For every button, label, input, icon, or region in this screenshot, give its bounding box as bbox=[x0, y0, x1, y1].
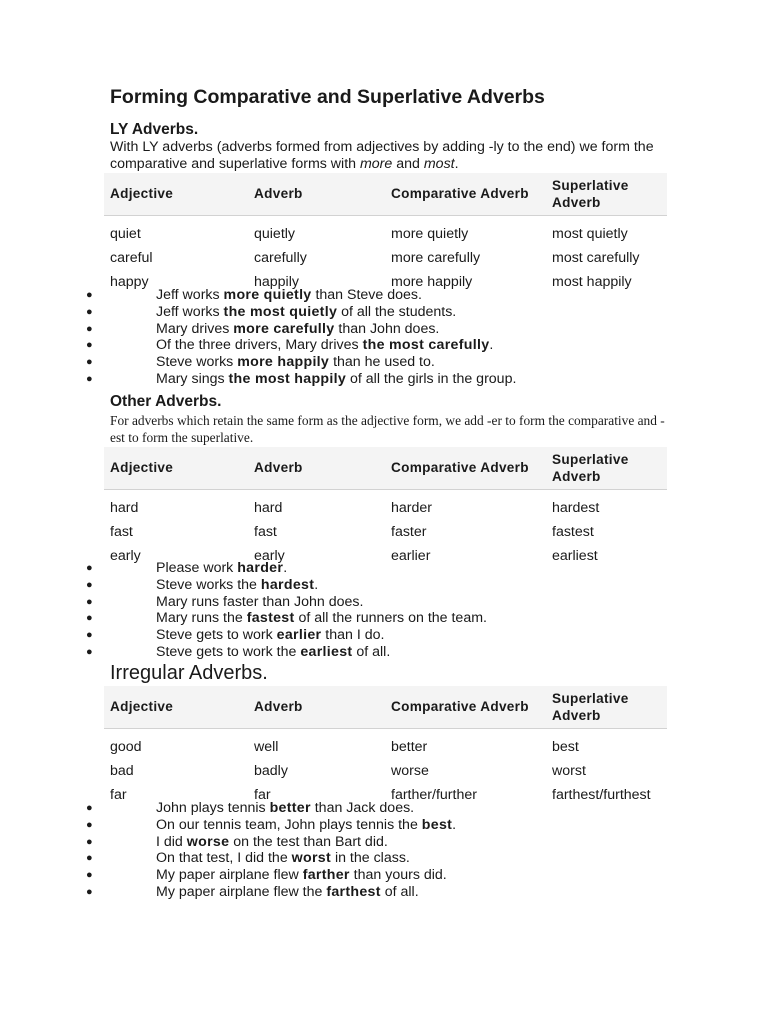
table-cell: happy bbox=[110, 273, 149, 290]
table-row bbox=[104, 759, 667, 783]
column-header: Adjective bbox=[104, 447, 248, 489]
text-run: of all the students. bbox=[337, 303, 457, 320]
list-item bbox=[0, 627, 487, 644]
text-run: I did bbox=[156, 833, 187, 850]
table-cell: carefully bbox=[254, 249, 307, 266]
bold-text: earliest bbox=[300, 643, 353, 660]
bold-text: best bbox=[421, 816, 453, 833]
column-header: Adjective bbox=[104, 686, 248, 728]
table-cell: farthest/furthest bbox=[552, 786, 651, 803]
text-run: than yours did. bbox=[349, 867, 447, 884]
bullet-icon: ● bbox=[86, 356, 93, 369]
table-cell: earlier bbox=[391, 547, 431, 564]
section-heading-other-adverbs: Other Adverbs. bbox=[110, 393, 222, 410]
table-cell: faster bbox=[391, 523, 427, 540]
table-cell: fastest bbox=[552, 523, 594, 540]
irregular-adverbs-table bbox=[104, 686, 667, 807]
table-cell: well bbox=[254, 738, 279, 755]
table-cell: hard bbox=[254, 499, 283, 516]
bold-text: the most carefully bbox=[362, 337, 490, 354]
column-header: Comparative Adverb bbox=[385, 173, 546, 215]
list-item bbox=[0, 884, 456, 901]
table-cell: harder bbox=[391, 499, 433, 516]
bullet-icon: ● bbox=[86, 339, 93, 352]
table-cell: quietly bbox=[254, 225, 296, 242]
bold-text: harder bbox=[237, 560, 284, 576]
bullet-icon: ● bbox=[86, 629, 93, 642]
list-item bbox=[0, 354, 516, 371]
list-item bbox=[0, 560, 487, 577]
table-cell: early bbox=[254, 547, 285, 564]
table-row bbox=[104, 520, 667, 544]
table-cell: more quietly bbox=[391, 225, 469, 242]
table-cell: badly bbox=[254, 762, 288, 779]
text-run: For adverbs which retain the same form as the adjective form, we add -er to form the comparative and -est to form the superlative. bbox=[110, 413, 665, 445]
table-cell: more happily bbox=[391, 273, 473, 290]
table-cell: early bbox=[110, 547, 141, 564]
text-run: Of the three drivers, Mary drives bbox=[156, 337, 363, 354]
table-header-row bbox=[104, 686, 667, 728]
bold-text: hardest bbox=[260, 576, 315, 593]
table-cell: most carefully bbox=[552, 249, 640, 266]
list-item bbox=[0, 321, 516, 338]
text-run: . bbox=[454, 156, 459, 172]
text-run: of all the runners on the team. bbox=[294, 610, 487, 627]
text-run: On our tennis team, John plays tennis the bbox=[156, 816, 422, 833]
list-item bbox=[0, 800, 456, 817]
table-cell: bad bbox=[110, 762, 134, 779]
column-header: Adjective bbox=[104, 173, 248, 215]
text-run: than I do. bbox=[321, 627, 385, 644]
list-item bbox=[0, 304, 516, 321]
table-cell: most quietly bbox=[552, 225, 628, 242]
column-header: Adverb bbox=[248, 686, 385, 728]
table-row bbox=[104, 215, 667, 246]
text-run: . bbox=[489, 337, 494, 354]
list-item bbox=[0, 371, 516, 388]
column-header: Superlative Adverb bbox=[546, 447, 667, 489]
table-cell: careful bbox=[110, 249, 153, 266]
table-cell: most happily bbox=[552, 273, 632, 290]
text-run: Mary runs faster than John does. bbox=[156, 593, 364, 610]
text-run: Steve gets to work bbox=[156, 627, 277, 644]
text-run: Mary drives bbox=[156, 320, 234, 337]
text-run: . bbox=[283, 560, 288, 576]
bold-text: earlier bbox=[276, 627, 322, 644]
text-run: My paper airplane flew the bbox=[156, 883, 327, 900]
section-heading-ly-adverbs: LY Adverbs. bbox=[110, 121, 199, 138]
text-run: On that test, I did the bbox=[156, 850, 292, 867]
bold-text: more happily bbox=[237, 354, 330, 371]
bullet-icon: ● bbox=[86, 885, 93, 898]
ly-adverbs-table bbox=[104, 173, 667, 294]
bold-text: the most quietly bbox=[223, 303, 338, 320]
table-cell: worse bbox=[391, 762, 429, 779]
other-adverbs-table bbox=[104, 447, 667, 568]
list-item bbox=[0, 337, 516, 354]
bold-text: fastest bbox=[246, 610, 295, 627]
table-header-row bbox=[104, 447, 667, 489]
bullet-icon: ● bbox=[86, 612, 93, 625]
text-run: than Jack does. bbox=[310, 800, 415, 816]
ly-adverbs-examples bbox=[0, 287, 516, 388]
text-run: Mary runs the bbox=[156, 610, 247, 627]
bold-text: more carefully bbox=[233, 320, 335, 337]
text-run: of all. bbox=[352, 643, 391, 660]
page-title: Forming Comparative and Superlative Adverbs bbox=[110, 86, 545, 108]
column-header: Superlative Adverb bbox=[546, 686, 667, 728]
table-cell: quiet bbox=[110, 225, 141, 242]
bullet-icon: ● bbox=[86, 835, 93, 848]
text-run: in the class. bbox=[331, 850, 410, 867]
list-item bbox=[0, 850, 456, 867]
list-item bbox=[0, 834, 456, 851]
column-header: Comparative Adverb bbox=[385, 447, 546, 489]
table-cell: worst bbox=[552, 762, 586, 779]
irregular-adverbs-examples bbox=[0, 800, 456, 901]
table-cell: far bbox=[110, 786, 127, 803]
bullet-icon: ● bbox=[86, 595, 93, 608]
bold-text: the most happily bbox=[228, 370, 347, 387]
text-run: . bbox=[452, 816, 457, 833]
column-header: Adverb bbox=[248, 447, 385, 489]
text-run: than John does. bbox=[334, 320, 440, 337]
bold-text: more quietly bbox=[223, 287, 312, 303]
bullet-icon: ● bbox=[86, 645, 93, 658]
text-run: than he used to. bbox=[329, 354, 435, 371]
table-cell: hard bbox=[110, 499, 139, 516]
table-cell: farther/further bbox=[391, 786, 477, 803]
bullet-icon: ● bbox=[86, 578, 93, 591]
bullet-icon: ● bbox=[86, 852, 93, 865]
table-cell: best bbox=[552, 738, 579, 755]
text-run: Jeff works bbox=[156, 303, 224, 320]
list-item bbox=[0, 817, 456, 834]
text-run: My paper airplane flew bbox=[156, 867, 303, 884]
text-run: With LY adverbs (adverbs formed from adjectives by adding -ly to the end) we form the comparative and superlative forms with bbox=[110, 139, 654, 172]
table-row bbox=[104, 246, 667, 270]
text-run: Mary sings bbox=[156, 370, 229, 387]
list-item bbox=[0, 610, 487, 627]
list-item bbox=[0, 287, 516, 304]
bold-text: farthest bbox=[326, 883, 381, 900]
text-run: and bbox=[392, 156, 424, 172]
text-run: than Steve does. bbox=[311, 287, 422, 303]
text-run: on the test than Bart did. bbox=[229, 833, 388, 850]
bullet-icon: ● bbox=[86, 305, 93, 318]
italic-text: most bbox=[423, 156, 455, 172]
column-header: Adverb bbox=[248, 173, 385, 215]
bullet-icon: ● bbox=[86, 289, 93, 301]
text-run: Steve works bbox=[156, 354, 238, 371]
section-intro-ly-adverbs bbox=[110, 139, 670, 173]
table-cell: happily bbox=[254, 273, 299, 290]
table-cell: hardest bbox=[552, 499, 600, 516]
table-cell: better bbox=[391, 738, 428, 755]
text-run: of all. bbox=[380, 883, 419, 900]
bold-text: worse bbox=[186, 833, 230, 850]
table-cell: earliest bbox=[552, 547, 598, 564]
table-cell: far bbox=[254, 786, 271, 803]
bullet-icon: ● bbox=[86, 869, 93, 882]
table-header-row bbox=[104, 173, 667, 215]
list-item bbox=[0, 577, 487, 594]
text-run: . bbox=[314, 576, 319, 593]
bullet-icon: ● bbox=[86, 322, 93, 335]
list-item bbox=[0, 867, 456, 884]
italic-text: more bbox=[359, 156, 393, 172]
table-row bbox=[104, 489, 667, 520]
table-cell: fast bbox=[254, 523, 277, 540]
bullet-icon: ● bbox=[86, 562, 93, 574]
bullet-icon: ● bbox=[86, 372, 93, 385]
bold-text: worst bbox=[291, 850, 331, 867]
bold-text: better bbox=[269, 800, 311, 816]
bullet-icon: ● bbox=[86, 802, 93, 814]
text-run: Please work bbox=[156, 560, 238, 576]
section-heading-irregular-adverbs: Irregular Adverbs. bbox=[110, 662, 268, 684]
table-row bbox=[104, 728, 667, 759]
column-header: Superlative Adverb bbox=[546, 173, 667, 215]
text-run: Steve gets to work the bbox=[156, 643, 301, 660]
list-item bbox=[0, 594, 487, 611]
text-run: John plays tennis bbox=[156, 800, 270, 816]
table-cell: fast bbox=[110, 523, 133, 540]
bullet-icon: ● bbox=[86, 818, 93, 831]
section-intro-other-adverbs bbox=[110, 412, 670, 446]
list-item bbox=[0, 644, 487, 661]
other-adverbs-examples bbox=[0, 560, 487, 661]
text-run: of all the girls in the group. bbox=[346, 370, 517, 387]
table-cell: more carefully bbox=[391, 249, 481, 266]
text-run: Jeff works bbox=[156, 287, 224, 303]
bold-text: farther bbox=[302, 867, 350, 884]
column-header: Comparative Adverb bbox=[385, 686, 546, 728]
table-cell: good bbox=[110, 738, 142, 755]
text-run: Steve works the bbox=[156, 576, 261, 593]
